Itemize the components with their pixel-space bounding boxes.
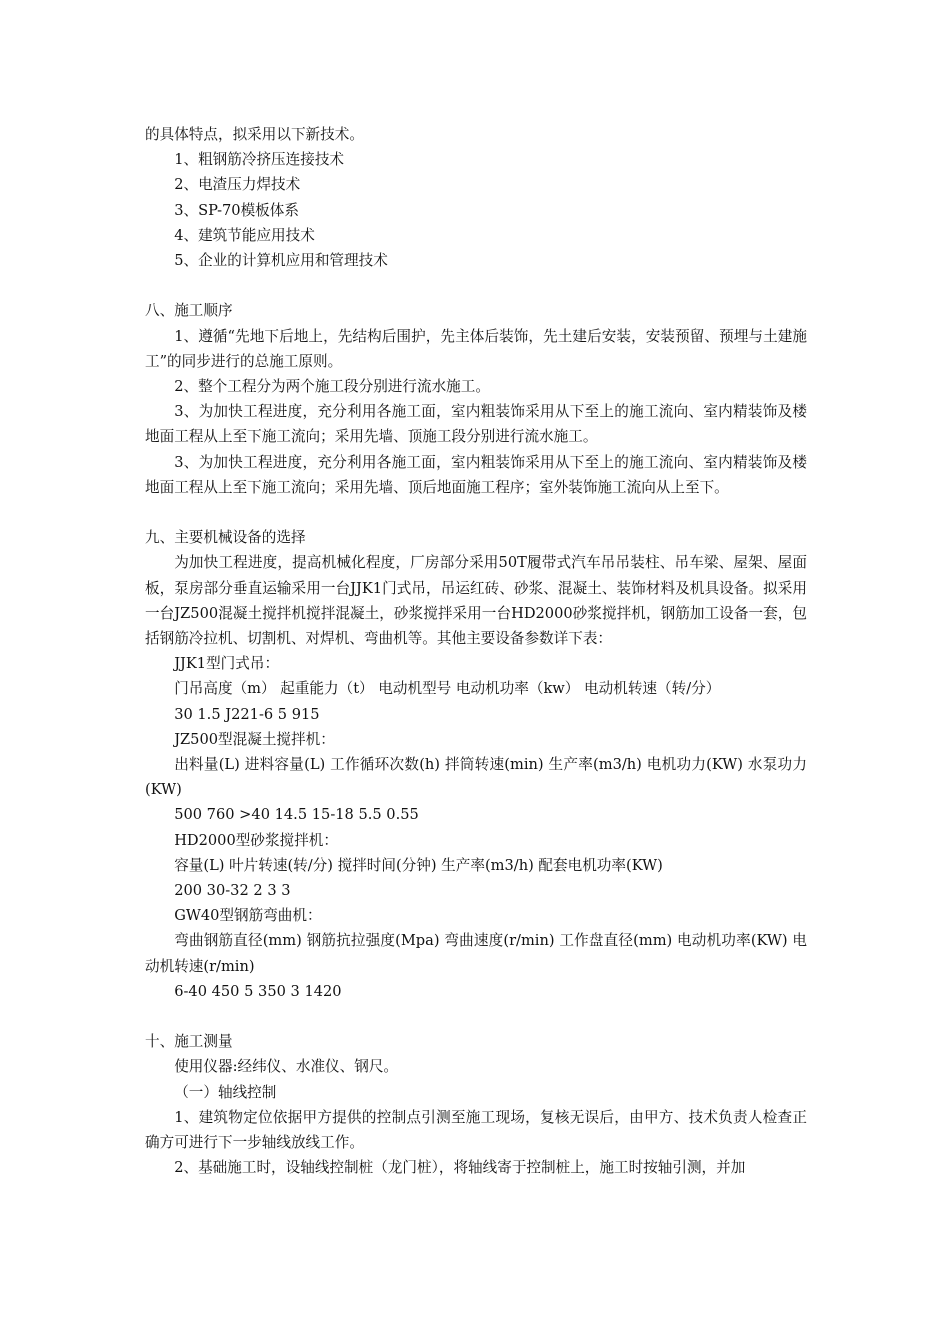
section8-item-2: 2、整个工程分为两个施工段分别进行流水施工。 <box>174 378 490 396</box>
tech-item-3: 3、SP-70模板体系 <box>174 201 299 219</box>
section8-item-3a: 3、为加快工程进度，充分利用各施工面，室内粗装饰采用从下至上的施工流向、室内精装饰及楼地面工程从上至下施工流向；采用先墙、顶施工段分别进行流水施工。 <box>145 403 807 446</box>
document-body <box>145 122 807 1180</box>
jz500-header: 出料量(L) 进料容量(L) 工作循环次数(h) 拌筒转速(min) 生产率(m3/h) 电机功力(KW) 水泵功力(KW) <box>145 756 807 799</box>
section-heading-10: 十、施工测量 <box>145 1033 233 1051</box>
section10-instruments: 使用仪器:经纬仪、水准仪、钢尺。 <box>174 1058 399 1076</box>
jjk1-values: 30 1.5 J221-6 5 915 <box>174 705 320 723</box>
section10-item-1: 1、建筑物定位依据甲方提供的控制点引测至施工现场，复核无误后，由甲方、技术负责人检查正确方可进行下一步轴线放线工作。 <box>145 1108 807 1152</box>
spacer <box>145 500 807 525</box>
jz500-title: JZ500型混凝土搅拌机： <box>174 730 335 748</box>
spacer <box>145 273 807 298</box>
tech-item-2: 2、电渣压力焊技术 <box>174 176 301 194</box>
section10-item-2: 2、基础施工时，设轴线控制桩（龙门桩），将轴线寄于控制桩上，施工时按轴引测，并加 <box>174 1159 746 1177</box>
section-heading-8: 八、施工顺序 <box>145 302 233 320</box>
paragraph-intro: 的具体特点，拟采用以下新技术。 <box>145 126 364 143</box>
gw40-header: 弯曲钢筋直径(mm) 钢筋抗拉强度(Mpa) 弯曲速度(r/min) 工作盘直径(mm) 电动机功率(KW) 电动机转速(r/min) <box>145 932 807 975</box>
tech-item-1: 1、粗钢筋冷挤压连接技术 <box>174 151 345 169</box>
section9-intro: 为加快工程进度，提高机械化程度，厂房部分采用50T履带式汽车吊吊装柱、吊车梁、屋架、屋面板，泵房部分垂直运输采用一台JJK1门式吊，吊运红砖、砂浆、混凝土、装饰材料及机具设备。拟采用一台JZ500混凝土搅拌机搅拌混凝土，砂浆搅拌采用一台HD2000砂浆搅拌机，钢筋加工设备一套，包括钢筋冷拉机、切割机、对焊机、弯曲机等。其他主要设备参数详下表： <box>145 554 807 648</box>
gw40-values: 6-40 450 5 350 3 1420 <box>174 982 342 1000</box>
section8-item-1: 1、遵循“先地下后地上，先结构后围护，先主体后装饰，先土建后安装，安装预留、预埋与土建施工”的同步进行的总施工原则。 <box>145 327 807 370</box>
gw40-title: GW40型钢筋弯曲机： <box>174 907 322 925</box>
hd2000-title: HD2000型砂浆搅拌机： <box>174 831 338 849</box>
jjk1-title: JJK1型门式吊： <box>174 655 280 673</box>
tech-item-5: 5、企业的计算机应用和管理技术 <box>174 252 388 270</box>
jz500-values: 500 760 >40 14.5 15-18 5.5 0.55 <box>174 806 419 824</box>
section-heading-9: 九、主要机械设备的选择 <box>145 529 306 547</box>
tech-item-4: 4、建筑节能应用技术 <box>174 226 315 244</box>
hd2000-header: 容量(L) 叶片转速(转/分) 搅拌时间(分钟) 生产率(m3/h) 配套电机功率(KW) <box>174 856 663 874</box>
hd2000-values: 200 30-32 2 3 3 <box>174 882 291 900</box>
section10-subheading-1: （一）轴线控制 <box>174 1083 277 1101</box>
jjk1-header: 门吊高度（m） 起重能力（t） 电动机型号 电动机功率（kw） 电动机转速（转/分） <box>174 680 721 698</box>
section8-item-3b: 3、为加快工程进度，充分利用各施工面，室内粗装饰采用从下至上的施工流向、室内精装饰及楼地面工程从上至下施工流向；采用先墙、顶后地面施工程序；室外装饰施工流向从上至下。 <box>145 453 807 496</box>
spacer <box>145 1004 807 1029</box>
